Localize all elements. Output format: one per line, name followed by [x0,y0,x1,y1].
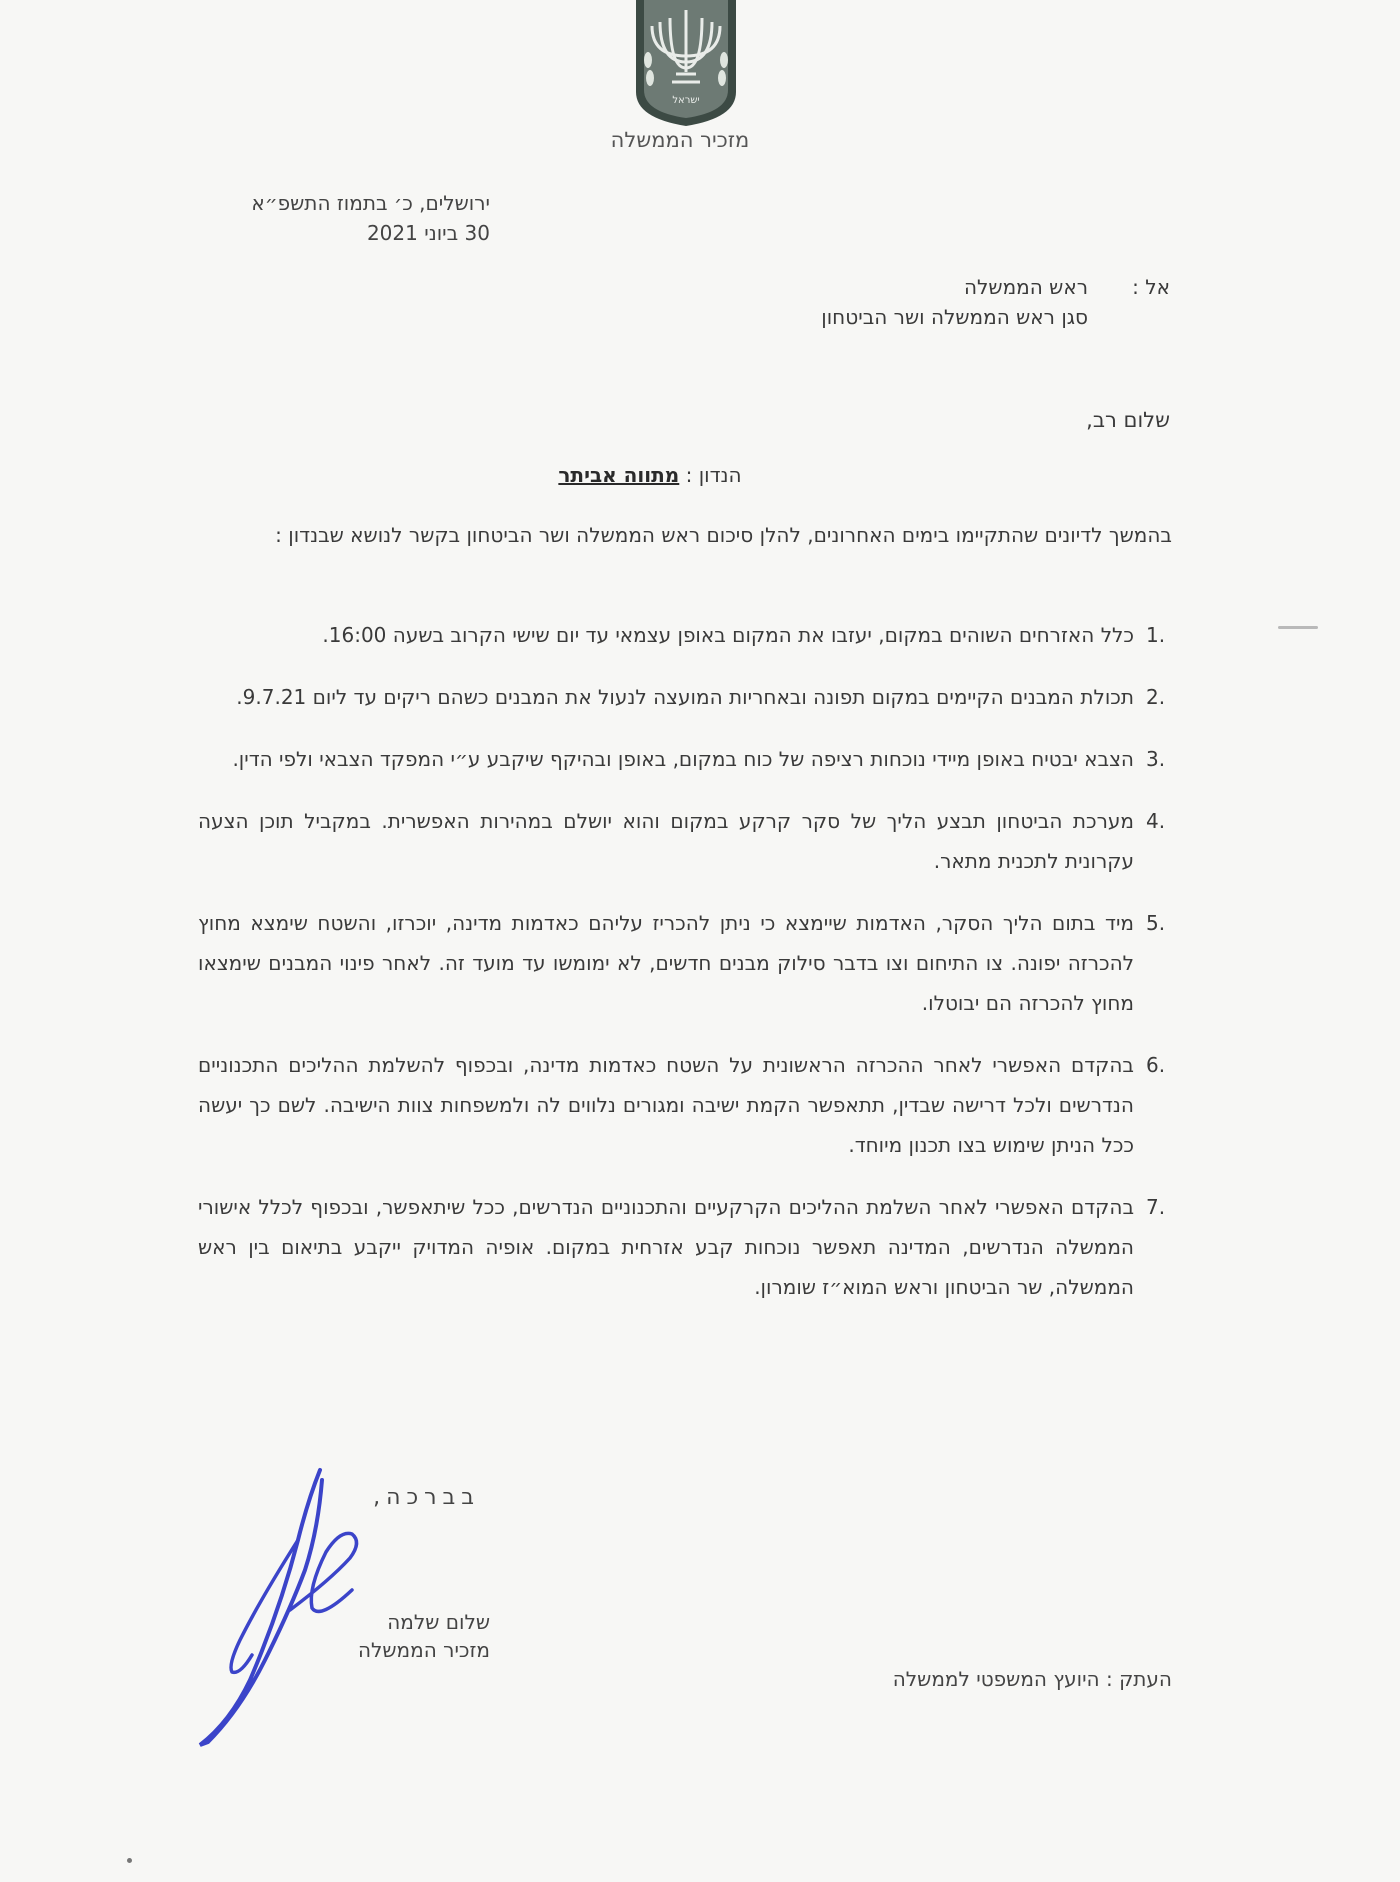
item-text: כלל האזרחים השוהים במקום, יעזבו את המקום באופן עצמאי עד יום שישי הקרוב בשעה 16:00. [322,623,1134,647]
cc-line [800,1667,1172,1691]
state-emblem-icon [630,0,742,128]
scan-mark [1278,626,1318,629]
cc-label: העתק : [1105,1667,1172,1691]
signature-icon [180,1460,380,1750]
office-name: מזכיר הממשלה [610,128,750,152]
recipients-label: אל : [1132,275,1170,299]
item-text: הצבא יבטיח באופן מיידי נוכחות רציפה של כוח במקום, באופן ובהיקף שיקבע ע״י המפקד הצבאי ולפי הדין. [232,747,1134,771]
gregorian-date: 30 ביוני 2021 [366,221,490,245]
item-number: 4. [1146,809,1166,833]
list-item [198,677,1166,717]
item-number: 3. [1146,747,1166,771]
greeting: שלום רב, [1086,408,1170,432]
numbered-list [198,615,1166,1329]
recipient-line: סגן ראש הממשלה ושר הביטחון [821,305,1088,329]
item-number: 5. [1146,911,1166,935]
item-text: בהקדם האפשרי לאחר השלמת ההליכים הקרקעיים והתכנוניים הנדרשים, ככל שיתאפשר, ובכפוף לכלל אישורי הממשלה הנדרשים, המדינה תאפשר נוכחות קבע אזרחית במקום. אופיה המדויק ייקבע בתיאום בין ראש הממשלה, שר הביטחון וראש המוא״ז שומרון. [198,1195,1134,1299]
intro-paragraph: בהמשך לדיונים שהתקיימו בימים האחרונים, להלן סיכום ראש הממשלה ושר הביטחון בקשר לנושא שבנדון : [275,523,1172,547]
item-number: 7. [1146,1195,1166,1219]
date-block [190,188,490,248]
subject-label: הנדון : [685,463,742,487]
cc-recipient: היועץ המשפטי לממשלה [892,1667,1100,1691]
list-item [198,1045,1166,1165]
item-text: מערכת הביטחון תבצע הליך של סקר קרקע במקום והוא יושלם במהירות האפשרית. במקביל תוכן הצעה עקרונית לתכנית מתאר. [198,809,1134,873]
list-item [198,801,1166,881]
closing-salutation: בברכה, [373,1485,480,1510]
svg-text:ישראל: ישראל [672,95,700,106]
list-item [198,1187,1166,1307]
subject-line [470,463,830,487]
hebrew-date: ירושלים, כ׳ בתמוז התשפ״א [251,191,490,215]
list-item [198,739,1166,779]
signer-title: מזכיר הממשלה [357,1638,490,1662]
item-text: תכולת המבנים הקיימים במקום תפונה ובאחריות המועצה לנעול את המבנים כשהם ריקים עד ליום 9.7.21. [236,685,1134,709]
item-number: 2. [1146,685,1166,709]
recipient-line: ראש הממשלה [963,275,1088,299]
signer-name: שלום שלמה [387,1610,490,1634]
item-number: 1. [1146,623,1166,647]
recipients-list [728,272,1088,332]
subject-title: מתווה אביתר [558,463,680,487]
item-number: 6. [1146,1053,1166,1077]
list-item [198,903,1166,1023]
item-text: בהקדם האפשרי לאחר ההכרזה הראשונית על השטח כאדמות מדינה, ובכפוף להשלמת ההליכים התכנוניים הנדרשים ולכל דרישה שבדין, תתאפשר הקמת ישיבה ומגורים נלווים לה ולמשפחות צוות הישיבה. לשם כך יעשה ככל הניתן שימוש בצו תכנון מיוחד. [198,1053,1134,1157]
signer-block [300,1608,490,1664]
scan-dot [127,1858,132,1863]
item-text: מיד בתום הליך הסקר, האדמות שיימצא כי ניתן להכריז עליהם כאדמות מדינה, יוכרזו, והשטח שימצא מחוץ להכרזה יפונה. צו התיחום וצו בדבר סילוק מבנים חדשים, לא ימומשו עד מועד זה. לאחר פינוי המבנים שימצאו מחוץ להכרזה הם יבוטלו. [198,911,1134,1015]
list-item [198,615,1166,655]
